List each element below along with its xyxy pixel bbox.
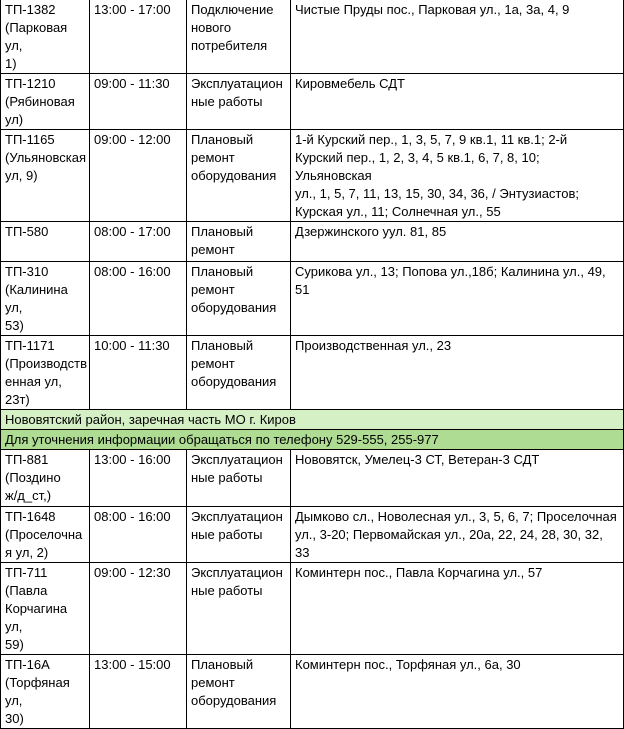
time-cell: 08:00 - 16:00 bbox=[90, 507, 187, 563]
time-cell: 09:00 - 12:30 bbox=[90, 563, 187, 655]
addresses-cell: Дзержинского уул. 81, 85 bbox=[291, 222, 624, 262]
work-type-cell: Подключение нового потребителя bbox=[187, 0, 291, 74]
table-row bbox=[1, 563, 624, 655]
table-row bbox=[1, 130, 624, 222]
work-type-cell: Плановый ремонт оборудования bbox=[187, 336, 291, 410]
substation-cell: ТП-16А (Торфяная ул, 30) bbox=[1, 655, 90, 729]
contact-band-row bbox=[1, 430, 624, 450]
addresses-cell: Коминтерн пос., Торфяная ул., 6а, 30 bbox=[291, 655, 624, 729]
substation-cell: ТП-1382 (Парковая ул, 1) bbox=[1, 0, 90, 74]
addresses-cell: Сурикова ул., 13; Попова ул.,18б; Калинина ул., 49, 51 bbox=[291, 262, 624, 336]
time-cell: 13:00 - 16:00 bbox=[90, 450, 187, 507]
addresses-cell: Чистые Пруды пос., Парковая ул., 1а, 3а, 4, 9 bbox=[291, 0, 624, 74]
substation-cell: ТП-1210 (Рябиновая ул) bbox=[1, 74, 90, 130]
substation-cell: ТП-1171 (Производств енная ул, 23т) bbox=[1, 336, 90, 410]
work-type-cell: Плановый ремонт оборудования bbox=[187, 130, 291, 222]
addresses-cell: Производственная ул., 23 bbox=[291, 336, 624, 410]
time-cell: 10:00 - 11:30 bbox=[90, 336, 187, 410]
time-cell: 08:00 - 16:00 bbox=[90, 262, 187, 336]
time-cell: 09:00 - 11:30 bbox=[90, 74, 187, 130]
work-type-cell: Эксплуатацион ные работы bbox=[187, 507, 291, 563]
substation-cell: ТП-881 (Поздино ж/д_ст,) bbox=[1, 450, 90, 507]
addresses-cell: Коминтерн пос., Павла Корчагина ул., 57 bbox=[291, 563, 624, 655]
table-row bbox=[1, 262, 624, 336]
work-type-cell: Плановый ремонт оборудования bbox=[187, 655, 291, 729]
time-cell: 13:00 - 17:00 bbox=[90, 0, 187, 74]
time-cell: 13:00 - 15:00 bbox=[90, 655, 187, 729]
addresses-cell: Дымково сл., Новолесная ул., 3, 5, 6, 7; Проселочная ул., 3-20; Первомайская ул., 20а, 22, 24, 28, 30, 32, 33 bbox=[291, 507, 624, 563]
table-row bbox=[1, 74, 624, 130]
addresses-cell: Нововятск, Умелец-3 СТ, Ветеран-3 СДТ bbox=[291, 450, 624, 507]
substation-cell: ТП-1648 (Проселочна я ул, 2) bbox=[1, 507, 90, 563]
table-row bbox=[1, 222, 624, 262]
table-row bbox=[1, 655, 624, 729]
table-row bbox=[1, 507, 624, 563]
work-type-cell: Плановый ремонт bbox=[187, 222, 291, 262]
table-row bbox=[1, 0, 624, 74]
substation-cell: ТП-580 bbox=[1, 222, 90, 262]
time-cell: 08:00 - 17:00 bbox=[90, 222, 187, 262]
addresses-cell: 1-й Курский пер., 1, 3, 5, 7, 9 кв.1, 11 кв.1; 2-й Курский пер., 1, 2, 3, 4, 5 кв.1, 6, 7, 8, 10; Ульяновская ул., 1, 5, 7, 11, 13, 15, 30, 34, 36, / Энтузиастов; Курская ул., 11; Солнечная ул., 55 bbox=[291, 130, 624, 222]
substation-cell: ТП-711 (Павла Корчагина ул, 59) bbox=[1, 563, 90, 655]
contact-band: Для уточнения информации обращаться по телефону 529-555, 255-977 bbox=[1, 430, 624, 450]
table-row bbox=[1, 450, 624, 507]
work-type-cell: Эксплуатацион ные работы bbox=[187, 450, 291, 507]
district-band: Нововятский район, заречная часть МО г. Киров bbox=[1, 410, 624, 430]
work-type-cell: Плановый ремонт оборудования bbox=[187, 262, 291, 336]
substation-cell: ТП-1165 (Ульяновская ул, 9) bbox=[1, 130, 90, 222]
work-type-cell: Эксплуатацион ные работы bbox=[187, 563, 291, 655]
table-row bbox=[1, 336, 624, 410]
district-band-row bbox=[1, 410, 624, 430]
substation-cell: ТП-310 (Калинина ул, 53) bbox=[1, 262, 90, 336]
time-cell: 09:00 - 12:00 bbox=[90, 130, 187, 222]
addresses-cell: Кировмебель СДТ bbox=[291, 74, 624, 130]
work-type-cell: Эксплуатацион ные работы bbox=[187, 74, 291, 130]
